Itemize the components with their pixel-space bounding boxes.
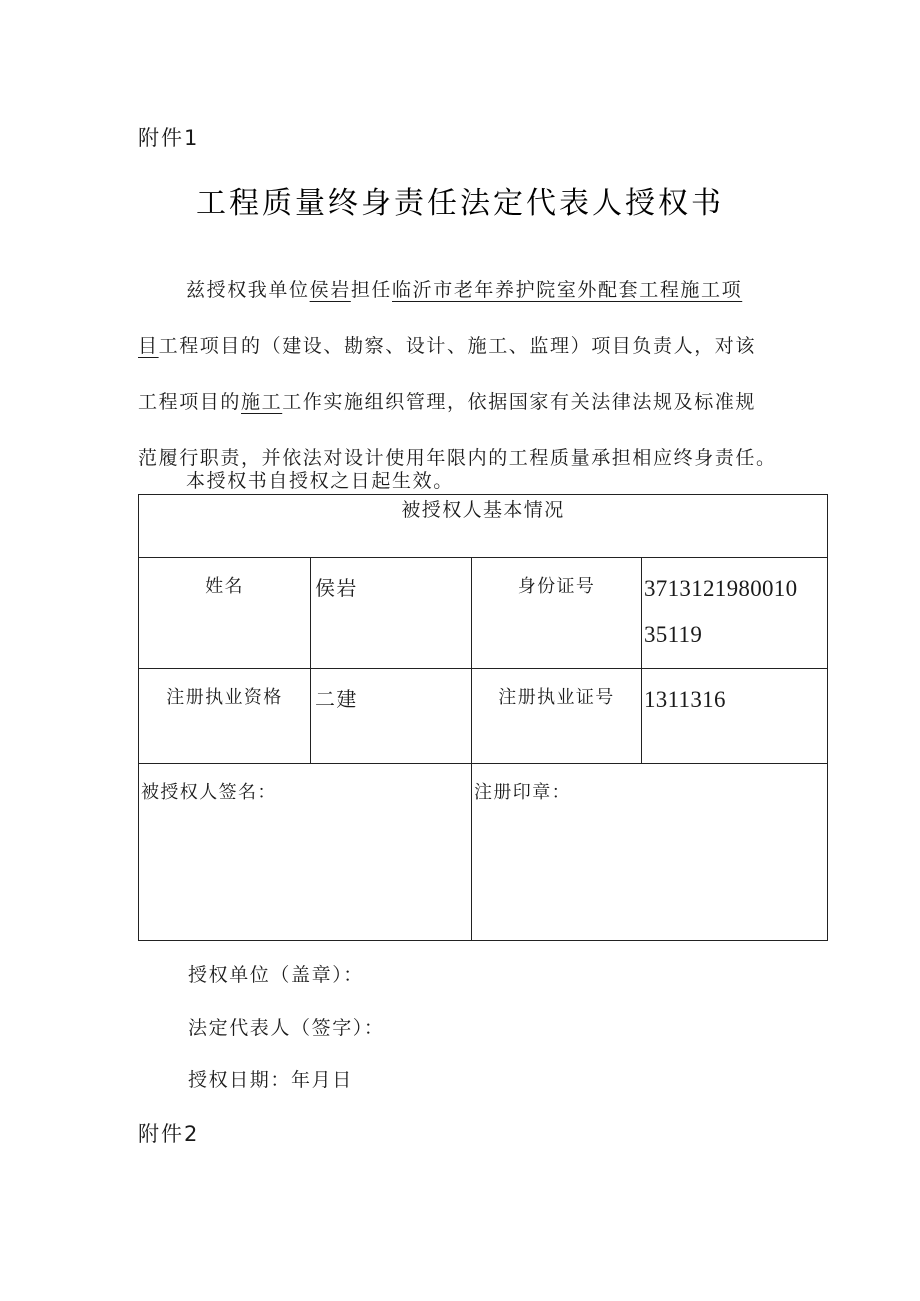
paragraph-line-3: 工程项目的施工工作实施组织管理，依据国家有关法律法规及标准规 xyxy=(138,391,757,413)
document-title: 工程质量终身责任法定代表人授权书 xyxy=(196,186,724,221)
project-name-end: 目 xyxy=(138,335,159,357)
certificate-number-label: 注册执业证号 xyxy=(472,669,642,764)
authorized-person-table xyxy=(138,494,828,941)
paragraph-line-4: 范履行职责，并依法对设计使用年限内的工程质量承担相应终身责任。 xyxy=(138,447,777,469)
table-header: 被授权人基本情况 xyxy=(139,495,828,558)
id-number-label: 身份证号 xyxy=(472,558,642,669)
authorization-paragraph xyxy=(138,262,828,486)
name-value: 侯岩 xyxy=(311,558,472,669)
authorization-date-line: 授权日期：年月日 xyxy=(188,1069,353,1091)
qualification-value: 二建 xyxy=(311,669,472,764)
annex-2-label: 附件2 xyxy=(138,1122,200,1146)
seal-label: 注册印章： xyxy=(472,764,828,941)
paragraph-line-1: 兹授权我单位侯岩担任临沂市老年养护院室外配套工程施工项 xyxy=(186,279,743,301)
authorized-person-name: 侯岩 xyxy=(309,279,351,301)
annex-1-label: 附件1 xyxy=(138,126,200,150)
project-name: 临沂市老年养护院室外配套工程施工项 xyxy=(392,279,743,301)
name-label: 姓名 xyxy=(139,558,311,669)
authorizing-unit-line: 授权单位（盖章）： xyxy=(188,964,364,986)
effective-statement: 本授权书自授权之日起生效。 xyxy=(186,470,454,492)
qualification-label: 注册执业资格 xyxy=(139,669,311,764)
certificate-number-value: 1311316 xyxy=(642,669,828,764)
role-field: 施工 xyxy=(241,391,283,413)
paragraph-line-2: 目工程项目的（建设、勘察、设计、施工、监理）项目负责人，对该 xyxy=(138,335,757,357)
legal-representative-line: 法定代表人（签字）： xyxy=(188,1017,385,1039)
id-number-value: 3713121980010 35119 xyxy=(642,558,828,669)
signature-label: 被授权人签名： xyxy=(139,764,472,941)
